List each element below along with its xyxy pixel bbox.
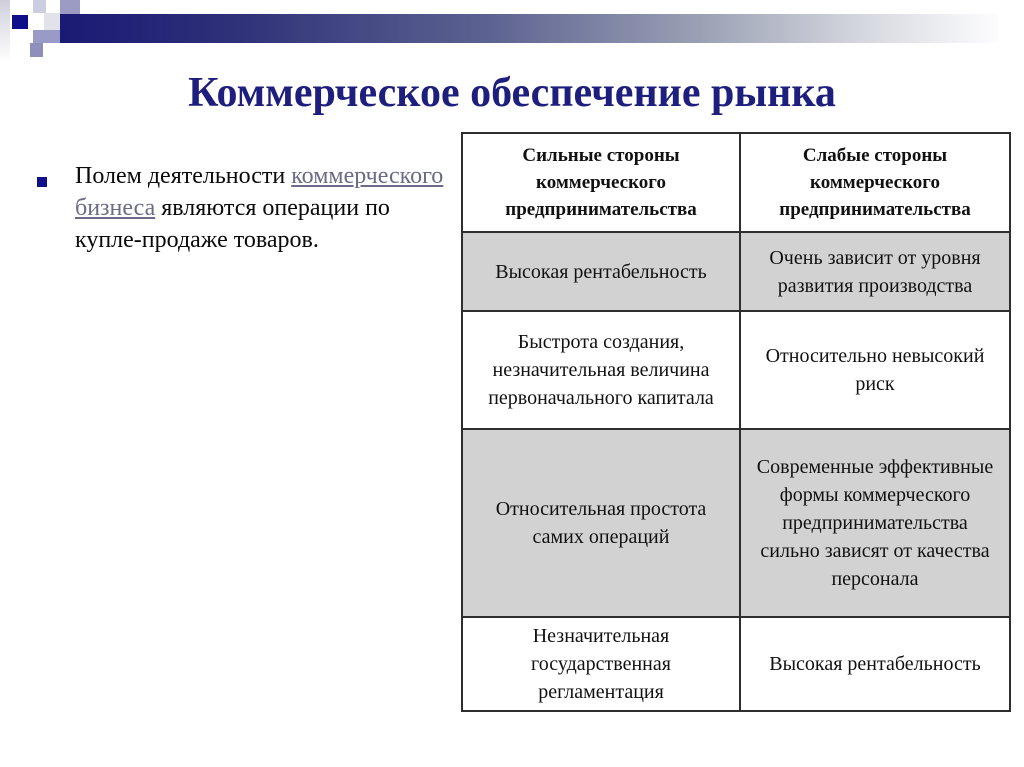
- cell-strength-1: Высокая рентабельность: [462, 232, 740, 311]
- table-row: [462, 429, 1010, 617]
- decor-square-light-2: [44, 13, 60, 30]
- table-row: [462, 232, 1010, 311]
- decor-square-light-1: [33, 0, 46, 13]
- bullet-square-icon: [37, 177, 47, 187]
- decor-square-dark: [12, 15, 28, 29]
- left-edge-gradient-strip: [0, 0, 10, 62]
- bullet-text-before-link: Полем деятельности: [75, 163, 292, 189]
- top-gradient-bar: [60, 14, 999, 43]
- cell-weakness-4: Высокая рентабельность: [740, 617, 1010, 711]
- table-row: [462, 617, 1010, 711]
- slide-title: Коммерческое обеспечение рынка: [188, 70, 836, 116]
- header-cell-strengths: Сильные стороны коммерческого предпринимательства: [462, 133, 740, 232]
- decor-square-medium-1: [60, 0, 80, 14]
- strengths-weaknesses-table: [461, 132, 1011, 712]
- cell-weakness-1: Очень зависит от уровня развития производства: [740, 232, 1010, 311]
- cell-strength-4: Незначительная государственная регламентация: [462, 617, 740, 711]
- cell-strength-3: Относительная простота самих операций: [462, 429, 740, 617]
- cell-weakness-2: Относительно невысокий риск: [740, 311, 1010, 429]
- table-row: [462, 311, 1010, 429]
- table-header-row: [462, 133, 1010, 232]
- commercial-business-link[interactable]: коммерческого бизнеса: [75, 163, 444, 221]
- bullet-paragraph: [75, 160, 453, 256]
- cell-strength-2: Быстрота создания, незначительная величина первоначального капитала: [462, 311, 740, 429]
- header-cell-weaknesses: Слабые стороны коммерческого предпринимательства: [740, 133, 1010, 232]
- decor-square-medium-3: [30, 43, 43, 57]
- bullet-text-after-link: являются операции по купле-продаже товаров.: [75, 195, 390, 253]
- decor-square-medium-2: [33, 30, 60, 43]
- cell-weakness-3: Современные эффективные формы коммерческого предпринимательства сильно зависят от качества персонала: [740, 429, 1010, 617]
